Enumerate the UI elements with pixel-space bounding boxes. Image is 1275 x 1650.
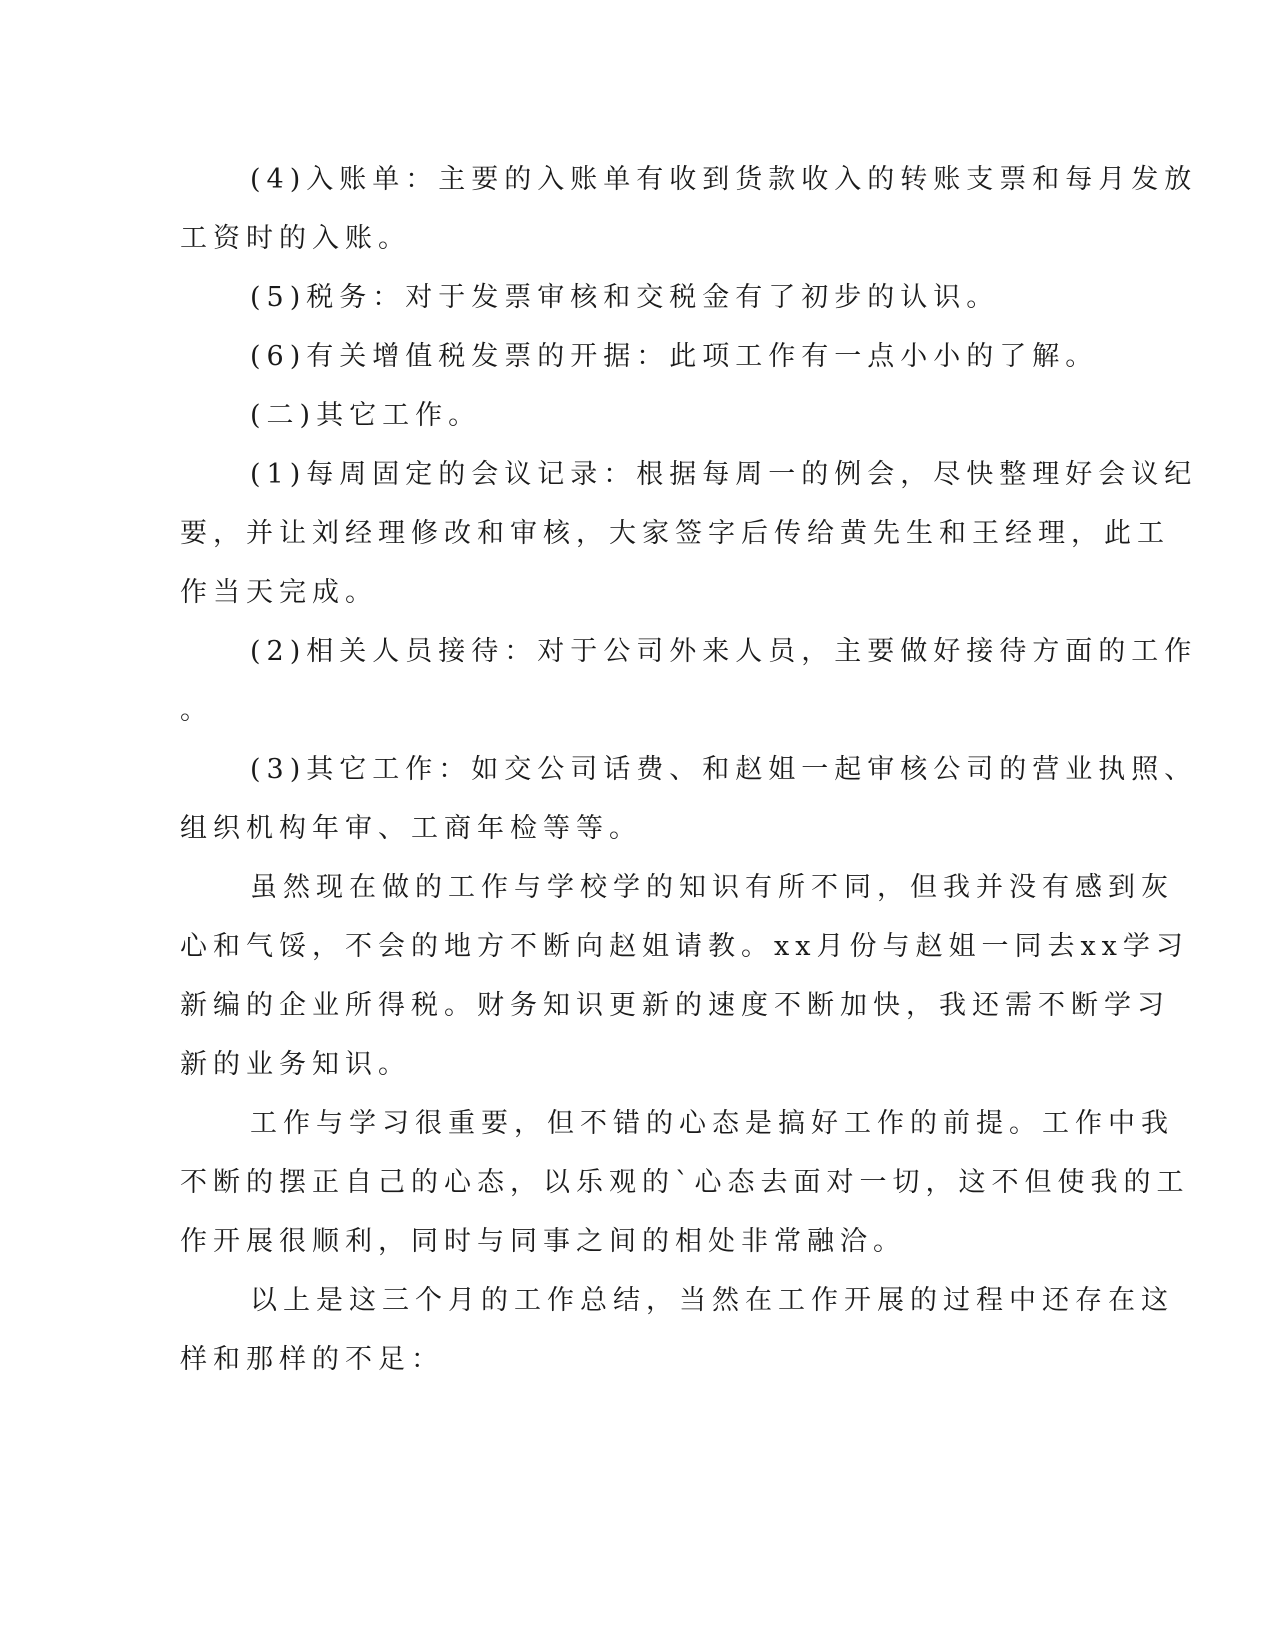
text-line: 作开展很顺利，同时与同事之间的相处非常融洽。 <box>180 1226 906 1257</box>
text-line: 。 <box>180 695 213 726</box>
text-line: 新的业务知识。 <box>180 1049 411 1080</box>
text-line: 组织机构年审、工商年检等等。 <box>180 813 642 844</box>
text-line: (1)每周固定的会议记录：根据每周一的例会，尽快整理好会议纪 <box>250 459 1198 490</box>
text-line: (3)其它工作：如交公司话费、和赵姐一起审核公司的营业执照、 <box>250 754 1198 785</box>
text-line: (二)其它工作。 <box>250 400 482 431</box>
text-line: 以上是这三个月的工作总结，当然在工作开展的过程中还存在这 <box>250 1285 1174 1316</box>
text-line: (4)入账单：主要的入账单有收到货款收入的转账支票和每月发放 <box>250 164 1198 195</box>
text-line: 工资时的入账。 <box>180 223 411 254</box>
text-line: 样和那样的不足： <box>180 1344 444 1375</box>
text-line: 作当天完成。 <box>180 577 378 608</box>
text-line: (2)相关人员接待：对于公司外来人员，主要做好接待方面的工作 <box>250 636 1198 667</box>
text-line: (6)有关增值税发票的开据：此项工作有一点小小的了解。 <box>250 341 1099 372</box>
text-line: 新编的企业所得税。财务知识更新的速度不断加快，我还需不断学习 <box>180 990 1170 1021</box>
text-line: (5)税务：对于发票审核和交税金有了初步的认识。 <box>250 282 1000 313</box>
text-line: 要，并让刘经理修改和审核，大家签字后传给黄先生和王经理，此工 <box>180 518 1170 549</box>
text-line: 工作与学习很重要，但不错的心态是搞好工作的前提。工作中我 <box>250 1108 1174 1139</box>
text-line: 心和气馁，不会的地方不断向赵姐请教。xx月份与赵姐一同去xx学习 <box>180 931 1189 962</box>
text-line: 不断的摆正自己的心态，以乐观的`心态去面对一切，这不但使我的工 <box>180 1167 1190 1198</box>
text-line: 虽然现在做的工作与学校学的知识有所不同，但我并没有感到灰 <box>250 872 1174 903</box>
